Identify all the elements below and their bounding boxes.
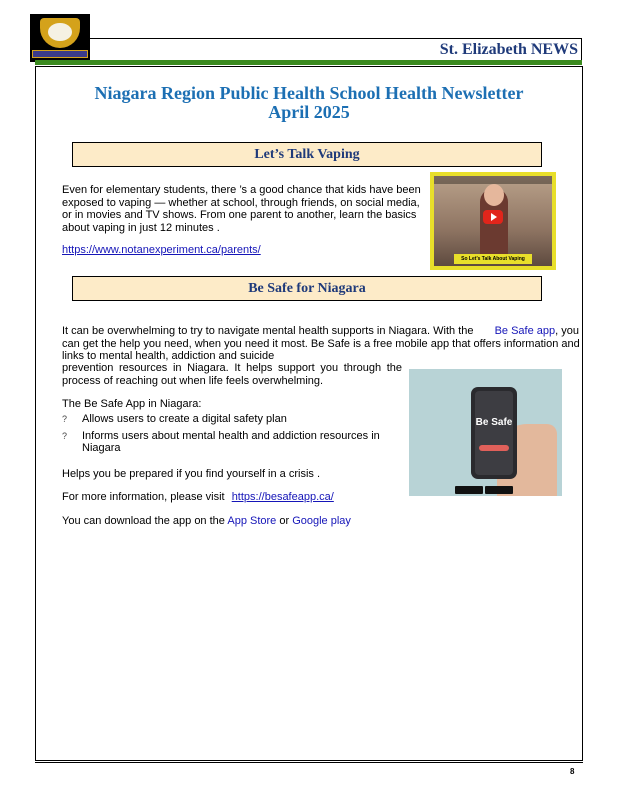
- page-border-left: [35, 66, 36, 760]
- besafe-intro-text-2: , you can get the help you need, when you need it most. Be Safe is a free mobile app that offers information and links to mental health, addiction and suicide: [62, 325, 580, 362]
- besafe-feature-list: [62, 413, 392, 455]
- besafe-intro-continued: prevention resources in Niagara. It helps support you through the process of reaching out when life feels overwhelming.: [62, 362, 402, 387]
- header-bottom-rule: [35, 66, 582, 67]
- besafe-intro: [62, 325, 582, 363]
- more-info-label: For more information, please visit: [62, 491, 225, 503]
- app-store-link[interactable]: App Store: [227, 515, 277, 527]
- school-crest-icon: [40, 18, 80, 48]
- besafe-logo: Be Safe: [475, 417, 513, 428]
- header-divider: [30, 38, 31, 58]
- vaping-paragraph: Even for elementary students, there ’s a good chance that kids have been exposed to vaping — whether at school, through friends, on social media, or in movies and TV shows. From one parent to another, learn the basics about vaping in just 12 minutes .: [62, 184, 421, 234]
- video-caption: So Let’s Talk About Vaping: [454, 254, 532, 264]
- besafe-crisis-text: Helps you be prepared if you find yourself in a crisis .: [62, 468, 321, 480]
- google-play-badge-icon: [485, 486, 513, 494]
- besafe-download: [62, 515, 351, 528]
- page-date: April 2025: [268, 102, 350, 122]
- header-top-rule: [90, 38, 582, 39]
- section-heading-vaping: Let’s Talk Vaping: [72, 142, 542, 167]
- besafe-website-link[interactable]: https://besafeapp.ca/: [231, 491, 334, 503]
- header-green-bar: [35, 60, 582, 65]
- page-number: 8: [570, 767, 575, 776]
- header-right-rule: [581, 38, 582, 60]
- newsletter-masthead: St. Elizabeth NEWS: [439, 41, 578, 58]
- page-border-right: [582, 66, 583, 760]
- play-icon[interactable]: [483, 210, 503, 224]
- besafe-more-info: [62, 491, 334, 504]
- phone-screen-button: [479, 445, 509, 451]
- list-item: [62, 430, 392, 455]
- list-item-text: Informs users about mental health and addiction resources in Niagara: [82, 429, 380, 454]
- besafe-intro-text-1: It can be overwhelming to try to navigate mental health supports in Niagara. With the: [62, 325, 474, 337]
- footer-rule: [35, 760, 583, 761]
- store-badges: [455, 481, 515, 489]
- download-label: You can download the app on the: [62, 515, 225, 527]
- phone-screen: [475, 391, 513, 475]
- besafe-app-image: [409, 369, 562, 496]
- bullet-marker: ?: [62, 430, 68, 441]
- besafe-app-link[interactable]: Be Safe app: [494, 325, 556, 337]
- video-top-bar: [434, 176, 552, 184]
- video-presenter-head: [484, 184, 504, 206]
- list-item-text: Allows users to create a digital safety plan: [82, 413, 287, 425]
- section-heading-besafe: Be Safe for Niagara: [72, 276, 542, 301]
- footer-rule-2: [35, 762, 583, 763]
- app-store-badge-icon: [455, 486, 483, 494]
- vaping-video-thumbnail[interactable]: [430, 172, 556, 270]
- page-title: Niagara Region Public Health School Health Newsletter: [94, 83, 524, 103]
- besafe-list-title: The Be Safe App in Niagara:: [62, 398, 202, 410]
- crest-ribbon: [32, 50, 88, 58]
- school-logo: [30, 14, 90, 62]
- download-or: or: [279, 515, 290, 527]
- google-play-link[interactable]: Google play: [292, 515, 351, 527]
- list-item: [62, 413, 392, 426]
- bullet-marker: ?: [62, 414, 68, 424]
- vaping-link[interactable]: https://www.notanexperiment.ca/parents/: [62, 244, 261, 256]
